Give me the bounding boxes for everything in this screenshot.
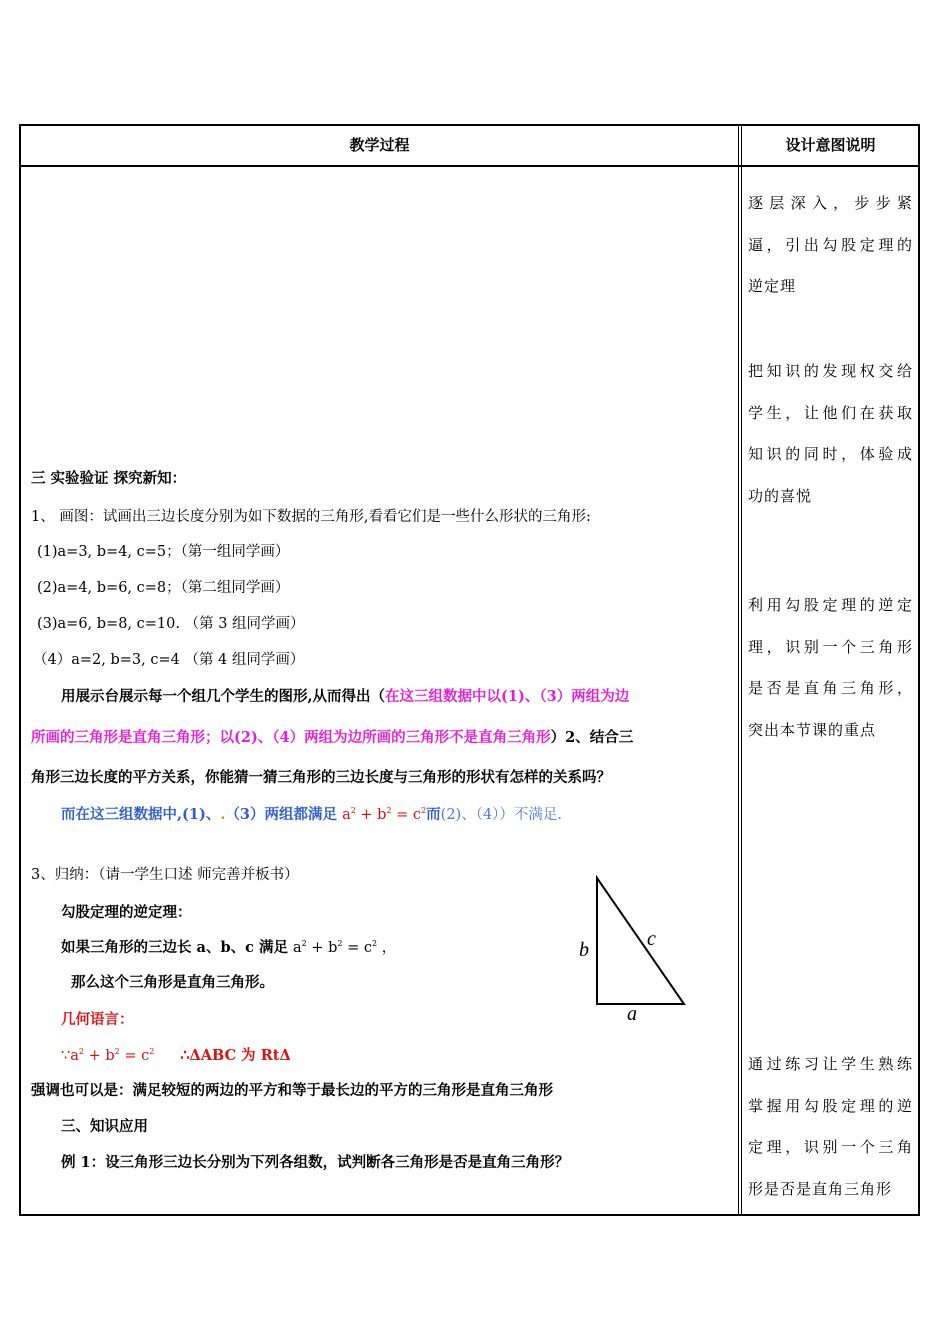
note-line: 是否是直角三角形，	[748, 679, 913, 697]
theorem-conclusion: 那么这个三角形是直角三角形。	[71, 974, 274, 991]
observe-dot: .	[220, 806, 226, 823]
note-line: 逐层深入，步步紧	[748, 194, 913, 212]
intent-note-4	[748, 1044, 913, 1210]
group-1: (1)a=3, b=4, c=5；（第一组同学画）	[37, 544, 290, 560]
eq-b: + b	[355, 807, 387, 823]
intent-note-3	[748, 585, 913, 751]
show-line-2	[31, 726, 633, 747]
theorem-condition	[61, 936, 396, 957]
eq-b: + b	[306, 940, 338, 956]
sup-2: 2	[337, 939, 343, 948]
sup-2: 2	[386, 806, 392, 815]
eq-c: = c	[119, 1048, 150, 1064]
sup-2: 2	[350, 806, 356, 815]
observe-equation	[342, 807, 426, 823]
eq-c: = c	[342, 940, 373, 956]
side-c-label: c	[647, 928, 656, 950]
intent-note-1	[748, 183, 913, 308]
note-line: 利用勾股定理的逆定	[748, 596, 913, 614]
column-divider-inner	[741, 126, 742, 1214]
eq-a: a	[342, 807, 351, 823]
sup-2: 2	[372, 939, 378, 948]
observe-line	[61, 803, 562, 824]
theorem-equation: $a^2 + b^2 = c^2$ ，	[293, 939, 397, 956]
header-divider	[21, 165, 918, 167]
note-line: 知识的同时，体验成	[748, 445, 913, 463]
show-line-1	[61, 685, 629, 706]
note-line: 突出本节课的重点	[748, 720, 877, 739]
note-line: 定理，识别一个三角	[748, 1138, 913, 1156]
sup-2: 2	[114, 1047, 120, 1056]
section-knowledge-application: 三、知识应用	[61, 1118, 148, 1135]
sup-2: 2	[301, 939, 307, 948]
geo-because: ∵a	[61, 1048, 79, 1064]
eq-b: + b	[83, 1048, 115, 1064]
group-3: (3)a=6, b=8, c=10. （第 3 组同学画）	[37, 616, 305, 632]
intent-note-2	[748, 351, 913, 517]
geometry-language-statement	[61, 1044, 291, 1065]
observe-b: （3）两组都满足	[225, 806, 343, 823]
note-line: 掌握用勾股定理的逆	[748, 1096, 913, 1115]
side-a-label: a	[627, 1003, 637, 1025]
note-line: 通过练习让学生熟练	[748, 1055, 913, 1073]
note-line: 理，识别一个三角形	[748, 637, 913, 656]
observe-d: (2)、（4））不满足.	[440, 807, 563, 823]
geometry-language-title: 几何语言：	[61, 1011, 134, 1028]
eq-a: a	[293, 940, 302, 956]
observe-a: 而在这三组数据中,(1)、	[61, 806, 221, 823]
note-line: 学生，让他们在获取	[748, 403, 913, 422]
show-tail: ）2、结合三	[550, 729, 634, 746]
show-conclusion-part1: 在这三组数据中以(1)、（3）两组为边	[385, 688, 630, 705]
sup-2: 2	[421, 806, 427, 815]
theorem-title: 勾股定理的逆定理：	[61, 904, 192, 921]
sup-2: 2	[149, 1047, 155, 1056]
header-design-intent: 设计意图说明	[785, 136, 876, 154]
sup-2: 2	[78, 1047, 84, 1056]
note-line: 功的喜悦	[748, 486, 813, 505]
column-divider	[738, 126, 739, 1214]
group-2: (2)a=4, b=6, c=8；（第二组同学画）	[37, 580, 290, 596]
example-1: 例 1：设三角形三边长分别为下列各组数，试判断各三角形是否是直角三角形？	[61, 1154, 570, 1171]
note-line: 把知识的发现权交给	[748, 362, 913, 380]
right-triangle-figure	[560, 870, 700, 1030]
note-line: 逼，引出勾股定理的	[748, 235, 913, 254]
triangle-shape	[597, 878, 684, 1004]
observe-c: 而	[426, 806, 441, 823]
note-line: 逆定理	[748, 277, 797, 295]
show-line-3: 角形三边长度的平方关系，你能猜一猜三角形的三边长度与三角形的形状有怎样的关系吗？	[31, 769, 611, 786]
side-b-label: b	[579, 939, 589, 961]
header-teaching-process: 教学过程	[349, 136, 410, 154]
step-1: 1、 画图：试画出三边长度分别为如下数据的三角形,看看它们是一些什么形状的三角形:	[31, 509, 591, 525]
eq-c: = c	[391, 807, 422, 823]
show-conclusion-part2: 所画的三角形是直角三角形；以(2)、（4）两组为边所画的三角形不是直角三角形	[31, 729, 551, 746]
group-4: （4）a=2, b=3, c=4 （第 4 组同学画）	[33, 652, 305, 668]
section-title: 三 实验验证 探究新知：	[31, 470, 187, 487]
theorem-if: 如果三角形的三边长 a、b、c 满足	[61, 939, 294, 956]
note-line: 形是否是直角三角形	[748, 1179, 893, 1198]
emphasis: 强调也可以是：满足较短的两边的平方和等于最长边的平方的三角形是直角三角形	[31, 1082, 553, 1099]
step-3: 3、归纳：（请一学生口述 师完善并板书）	[31, 867, 299, 883]
geo-therefore: ∴ΔABC 为 RtΔ	[180, 1047, 291, 1064]
show-lead: 用展示台展示每一个组几个学生的图形,从而得出（	[61, 688, 386, 705]
